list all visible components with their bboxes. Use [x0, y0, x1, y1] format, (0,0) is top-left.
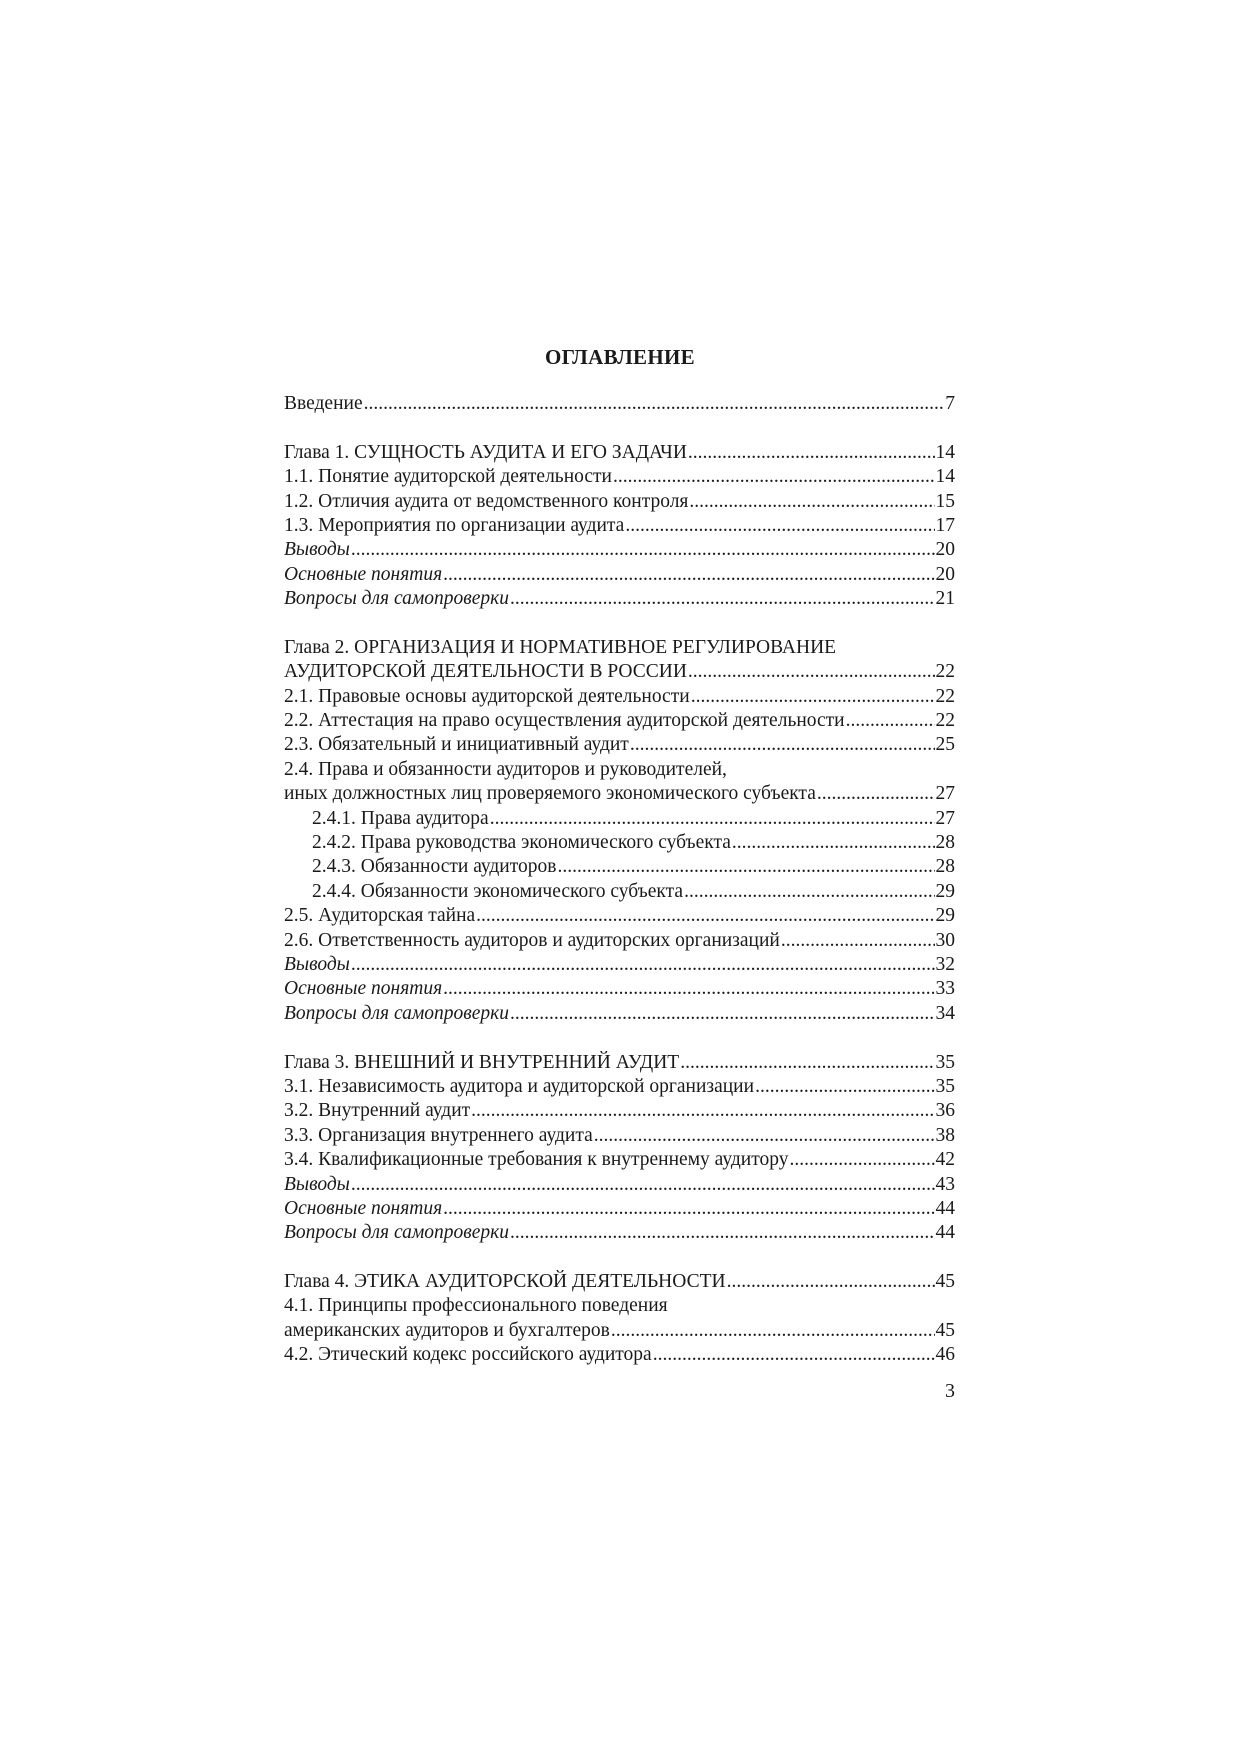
toc-leader-dots	[476, 904, 934, 928]
toc-leader-dots	[611, 1319, 935, 1343]
toc-entry-page: 27	[935, 783, 955, 805]
toc-entry-page: 38	[935, 1124, 955, 1146]
toc-entry-section-3-3[interactable]	[284, 1124, 955, 1148]
toc-entry-page: 14	[935, 466, 955, 488]
toc-leader-dots	[443, 1197, 934, 1221]
toc-entry-page: 7	[945, 393, 955, 414]
toc-entry-label: Выводы	[284, 1173, 350, 1195]
toc-entry-introduction[interactable]	[284, 392, 955, 416]
toc-entry-page: 15	[935, 490, 955, 512]
toc-entry-label: 2.4.2. Права руководства экономического субъекта	[312, 832, 731, 854]
toc-leader-dots	[689, 490, 934, 514]
toc-entry-section-2-4-2[interactable]	[284, 831, 955, 855]
toc-entry-page: 29	[935, 905, 955, 927]
toc-entry-section-1-1[interactable]	[284, 465, 955, 489]
toc-entry-section-2-1[interactable]	[284, 685, 955, 709]
toc-entry-page: 35	[935, 1051, 955, 1073]
toc-entry-page: 44	[935, 1222, 955, 1244]
toc-entry-key-concepts-3[interactable]	[284, 1197, 955, 1221]
toc-entry-chapter-1[interactable]	[284, 441, 955, 465]
toc-entry-page: 42	[935, 1149, 955, 1171]
toc-entry-label: 3.2. Внутренний аудит	[284, 1100, 471, 1122]
toc-entry-page: 35	[935, 1075, 955, 1097]
toc-leader-dots	[351, 1173, 935, 1197]
toc-entry-page: 22	[935, 661, 955, 683]
toc-leader-dots	[653, 1343, 935, 1367]
page-number: 3	[945, 1380, 955, 1402]
toc-entry-label: 2.4.1. Права аудитора	[312, 807, 489, 829]
toc-entry-label: иных должностных лиц проверяемого экономического субъекта	[284, 783, 816, 805]
table-of-contents	[284, 392, 955, 1368]
toc-entry-page: 46	[935, 1344, 955, 1366]
toc-entry-label: Основные понятия	[284, 1197, 443, 1219]
toc-leader-dots	[364, 392, 945, 416]
toc-entry-section-2-5[interactable]	[284, 904, 955, 928]
toc-entry-section-3-1[interactable]	[284, 1075, 955, 1099]
toc-entry-key-concepts-2[interactable]	[284, 977, 955, 1001]
toc-entry-label: Глава 4. ЭТИКА АУДИТОРСКОЙ ДЕЯТЕЛЬНОСТИ	[284, 1271, 726, 1293]
toc-entry-label: Выводы	[284, 953, 350, 975]
toc-entry-page: 45	[935, 1319, 955, 1341]
toc-entry-label: 1.1. Понятие аудиторской деятельности	[284, 466, 612, 488]
toc-entry-label: американских аудиторов и бухгалтеров	[284, 1319, 610, 1341]
toc-entry-conclusions-3[interactable]	[284, 1173, 955, 1197]
toc-leader-dots	[727, 1270, 935, 1294]
toc-leader-dots	[351, 953, 935, 977]
toc-leader-dots	[680, 1051, 934, 1075]
toc-entry-section-4-1-line-1[interactable]	[284, 1294, 955, 1318]
toc-entry-label: 2.5. Аудиторская тайна	[284, 905, 476, 927]
toc-entry-label: 3.3. Организация внутреннего аудита	[284, 1124, 593, 1146]
toc-entry-label: 4.2. Этический кодекс российского аудитора	[284, 1344, 652, 1366]
toc-entry-section-1-3[interactable]	[284, 514, 955, 538]
toc-entry-label: 2.4.3. Обязанности аудиторов	[312, 856, 557, 878]
toc-entry-label: Вопросы для самопроверки	[284, 588, 510, 610]
toc-entry-label: Основные понятия	[284, 978, 443, 1000]
toc-entry-review-questions-3[interactable]	[284, 1221, 955, 1245]
toc-entry-page: 20	[935, 539, 955, 561]
toc-entry-page: 33	[935, 978, 955, 1000]
toc-title: ОГЛАВЛЕНИЕ	[545, 345, 695, 369]
toc-entry-label: Глава 2. ОРГАНИЗАЦИЯ И НОРМАТИВНОЕ РЕГУЛИРОВАНИЕ	[284, 636, 837, 658]
toc-entry-label: Вопросы для самопроверки	[284, 1002, 510, 1024]
toc-entry-section-2-4-line-2[interactable]	[284, 782, 955, 806]
toc-entry-section-3-2[interactable]	[284, 1099, 955, 1123]
toc-leader-dots	[351, 538, 935, 562]
toc-leader-dots	[471, 1099, 934, 1123]
toc-entry-label: 1.2. Отличия аудита от ведомственного контроля	[284, 490, 689, 512]
toc-entry-page: 30	[935, 929, 955, 951]
toc-entry-section-2-6[interactable]	[284, 929, 955, 953]
toc-entry-section-2-4-4[interactable]	[284, 880, 955, 904]
toc-entry-page: 14	[935, 441, 955, 463]
toc-entry-section-2-4-3[interactable]	[284, 855, 955, 879]
toc-leader-dots	[688, 660, 935, 684]
toc-entry-chapter-2-line-1[interactable]	[284, 636, 955, 660]
toc-entry-label: Основные понятия	[284, 563, 443, 585]
toc-entry-label: 3.1. Независимость аудитора и аудиторской организации	[284, 1075, 755, 1097]
toc-leader-dots	[613, 465, 935, 489]
toc-entry-page: 32	[935, 953, 955, 975]
toc-leader-dots	[443, 563, 934, 587]
toc-leader-dots	[755, 1075, 934, 1099]
toc-entry-chapter-4[interactable]	[284, 1270, 955, 1294]
toc-entry-page: 21	[935, 588, 955, 610]
toc-entry-page: 20	[935, 563, 955, 585]
toc-entry-label: Глава 3. ВНЕШНИЙ И ВНУТРЕННИЙ АУДИТ	[284, 1051, 680, 1073]
toc-entry-section-1-2[interactable]	[284, 490, 955, 514]
toc-leader-dots	[510, 1002, 934, 1026]
toc-entry-section-2-4-1[interactable]	[284, 807, 955, 831]
toc-entry-page: 43	[935, 1173, 955, 1195]
toc-leader-dots	[781, 929, 935, 953]
toc-entry-label: АУДИТОРСКОЙ ДЕЯТЕЛЬНОСТИ В РОССИИ	[284, 661, 687, 683]
toc-leader-dots	[846, 709, 935, 733]
toc-leader-dots	[490, 807, 935, 831]
toc-leader-dots	[594, 1124, 935, 1148]
toc-entry-label: 2.6. Ответственность аудиторов и аудиторских организаций	[284, 929, 780, 951]
toc-entry-label: Выводы	[284, 539, 350, 561]
toc-entry-label: 2.4. Права и обязанности аудиторов и руководителей,	[284, 758, 727, 780]
toc-entry-chapter-3[interactable]	[284, 1051, 955, 1075]
toc-entry-label: Введение	[284, 393, 363, 414]
toc-entry-label: Глава 1. СУЩНОСТЬ АУДИТА И ЕГО ЗАДАЧИ	[284, 441, 687, 463]
toc-leader-dots	[443, 977, 934, 1001]
toc-entry-label: 4.1. Принципы профессионального поведения	[284, 1295, 668, 1317]
toc-leader-dots	[557, 855, 934, 879]
toc-entry-label: 1.3. Мероприятия по организации аудита	[284, 514, 625, 536]
toc-entry-label: 3.4. Квалификационные требования к внутреннему аудитору	[284, 1149, 789, 1171]
toc-entry-section-2-4-line-1[interactable]	[284, 758, 955, 782]
toc-entry-page: 25	[935, 734, 955, 756]
toc-entry-page: 45	[935, 1271, 955, 1293]
toc-entry-page: 29	[935, 880, 955, 902]
toc-leader-dots	[625, 514, 934, 538]
toc-entry-label: 2.2. Аттестация на право осуществления аудиторской деятельности	[284, 710, 845, 732]
toc-entry-section-4-2[interactable]	[284, 1343, 955, 1367]
toc-entry-page: 22	[935, 710, 955, 732]
toc-entry-page: 22	[935, 685, 955, 707]
toc-entry-conclusions-2[interactable]	[284, 953, 955, 977]
toc-entry-label: 2.1. Правовые основы аудиторской деятельности	[284, 685, 690, 707]
toc-leader-dots	[630, 733, 935, 757]
toc-entry-chapter-2-line-2[interactable]	[284, 660, 955, 684]
toc-entry-section-2-2[interactable]	[284, 709, 955, 733]
toc-leader-dots	[789, 1148, 934, 1172]
toc-entry-page: 34	[935, 1002, 955, 1024]
toc-entry-page: 17	[935, 514, 955, 536]
toc-leader-dots	[688, 441, 935, 465]
toc-entry-page: 28	[935, 856, 955, 878]
toc-entry-section-2-3[interactable]	[284, 733, 955, 757]
toc-leader-dots	[684, 880, 934, 904]
toc-entry-page: 44	[935, 1197, 955, 1219]
toc-leader-dots	[732, 831, 935, 855]
toc-entry-section-4-1-line-2[interactable]	[284, 1319, 955, 1343]
toc-leader-dots	[817, 782, 935, 806]
toc-leader-dots	[510, 1221, 934, 1245]
toc-leader-dots	[510, 587, 934, 611]
toc-entry-conclusions-1[interactable]	[284, 538, 955, 562]
toc-entry-label: Вопросы для самопроверки	[284, 1222, 510, 1244]
toc-entry-review-questions-1[interactable]	[284, 587, 955, 611]
toc-entry-page: 36	[935, 1100, 955, 1122]
toc-entry-section-3-4[interactable]	[284, 1148, 955, 1172]
toc-leader-dots	[691, 685, 935, 709]
toc-entry-label: 2.4.4. Обязанности экономического субъекта	[312, 880, 684, 902]
toc-entry-key-concepts-1[interactable]	[284, 563, 955, 587]
toc-entry-review-questions-2[interactable]	[284, 1002, 955, 1026]
toc-entry-label: 2.3. Обязательный и инициативный аудит	[284, 734, 629, 756]
toc-entry-page: 28	[935, 832, 955, 854]
toc-entry-page: 27	[935, 807, 955, 829]
